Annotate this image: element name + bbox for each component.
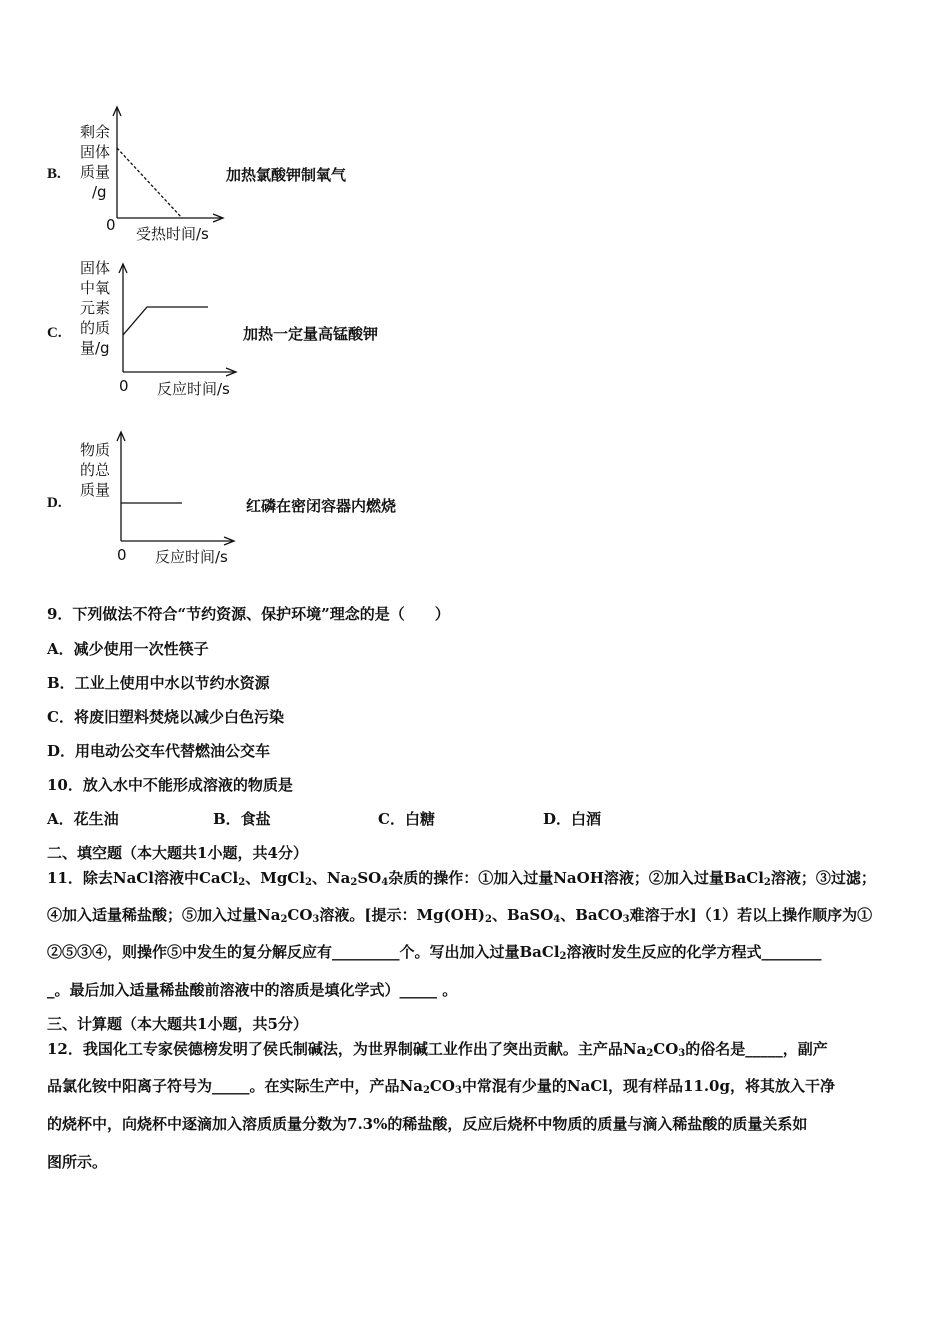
graph-c-caption: 加热一定量高锰酸钾 bbox=[243, 325, 379, 343]
origin-label: 0 bbox=[119, 377, 129, 395]
q10-option-c: C．白糖 bbox=[378, 810, 435, 828]
origin-label: 0 bbox=[106, 216, 116, 234]
graph-c-axes bbox=[110, 255, 240, 380]
ylabel-line: 元素 bbox=[80, 299, 111, 317]
x-axis-label: 受热时间/s bbox=[136, 225, 209, 243]
q10-option-d: D．白酒 bbox=[543, 810, 602, 828]
q12-line-2: 品氯化铵中阳离子符号为_____。在实际生产中，产品$Na_2CO_3$中常混有少量的NaCl，现有样品11.0g，将其放入干净 bbox=[47, 1077, 835, 1096]
ylabel-line: 物质 bbox=[80, 441, 111, 459]
section-heading-calculation: 三、计算题（本大题共1小题，共5分） bbox=[47, 1015, 308, 1033]
q11-line-4: _。最后加入适量稀盐酸前溶液中的溶质是填化学式）_____ 。 bbox=[47, 981, 458, 999]
graph-d-ylabel bbox=[80, 440, 110, 500]
q9-option-c: C．将废旧塑料焚烧以减少白色污染 bbox=[47, 708, 284, 726]
ylabel-line: 中氧 bbox=[80, 279, 111, 297]
option-letter-d: D. bbox=[47, 495, 62, 511]
graph-c-ylabel bbox=[80, 258, 110, 358]
q9-option-a: A．减少使用一次性筷子 bbox=[47, 640, 209, 658]
ylabel-line: 剩余 bbox=[80, 123, 111, 141]
graph-b-caption: 加热氯酸钾制氧气 bbox=[226, 166, 347, 184]
ylabel-line: 固体 bbox=[80, 259, 111, 277]
x-axis-label: 反应时间/s bbox=[155, 548, 228, 566]
q11-line-1: 11．除去NaCl溶液中CaCl$_2$、MgCl$_2$、$Na_2SO_4$杂质的操作：①加入过量NaOH溶液；②加入过量BaCl$_2$溶液；③过滤； bbox=[47, 869, 876, 888]
q12-line-1: 12．我国化工专家侯德榜发明了侯氏制碱法，为世界制碱工业作出了突出贡献。主产品$Na_2CO_3$的俗名是_____，副产 bbox=[47, 1040, 828, 1059]
q12-line-4: 图所示。 bbox=[47, 1153, 108, 1171]
origin-label: 0 bbox=[117, 546, 127, 564]
ylabel-line: /g bbox=[92, 183, 107, 201]
ylabel-line: 质量 bbox=[80, 163, 111, 181]
q10-stem: 10．放入水中不能形成溶液的物质是 bbox=[47, 776, 293, 794]
ylabel-line: 的质 bbox=[80, 319, 111, 337]
option-letter-c: C. bbox=[47, 325, 62, 341]
graph-b-axes bbox=[100, 100, 235, 225]
ylabel-line: 固体 bbox=[80, 143, 111, 161]
q9-option-b: B．工业上使用中水以节约水资源 bbox=[47, 674, 270, 692]
q12-line-3: 的烧杯中，向烧杯中逐滴加入溶质质量分数为7.3%的稀盐酸，反应后烧杯中物质的质量与滴入稀盐酸的质量关系如 bbox=[47, 1115, 808, 1133]
q10-option-b: B．食盐 bbox=[213, 810, 271, 828]
ylabel-line: 量/g bbox=[80, 339, 110, 357]
section-heading-fill-in: 二、填空题（本大题共1小题，共4分） bbox=[47, 844, 308, 862]
q11-line-2: ④加入适量稀盐酸；⑤加入过量$Na_2CO_3$溶液。[提示：$Mg(OH)_2$、BaSO$_4$、BaCO$_3$难溶于水]（1）若以上操作顺序为① bbox=[47, 906, 873, 925]
q11-line-3: ②⑤③④，则操作⑤中发生的复分解反应有_________个。写出加入过量BaCl$_2$溶液时发生反应的化学方程式________ bbox=[47, 943, 822, 962]
ylabel-line: 质量 bbox=[80, 481, 111, 499]
q10-option-a: A．花生油 bbox=[47, 810, 119, 828]
data-line bbox=[123, 307, 208, 335]
option-letter-b: B. bbox=[47, 166, 61, 182]
graph-d-axes bbox=[108, 425, 238, 547]
x-axis-label: 反应时间/s bbox=[157, 380, 230, 398]
q9-option-d: D．用电动公交车代替燃油公交车 bbox=[47, 742, 271, 760]
q9-stem: 9．下列做法不符合“节约资源、保护环境”理念的是（ ） bbox=[47, 605, 450, 623]
ylabel-line: 的总 bbox=[80, 461, 111, 479]
data-line bbox=[117, 148, 182, 218]
graph-d-caption: 红磷在密闭容器内燃烧 bbox=[246, 497, 397, 515]
